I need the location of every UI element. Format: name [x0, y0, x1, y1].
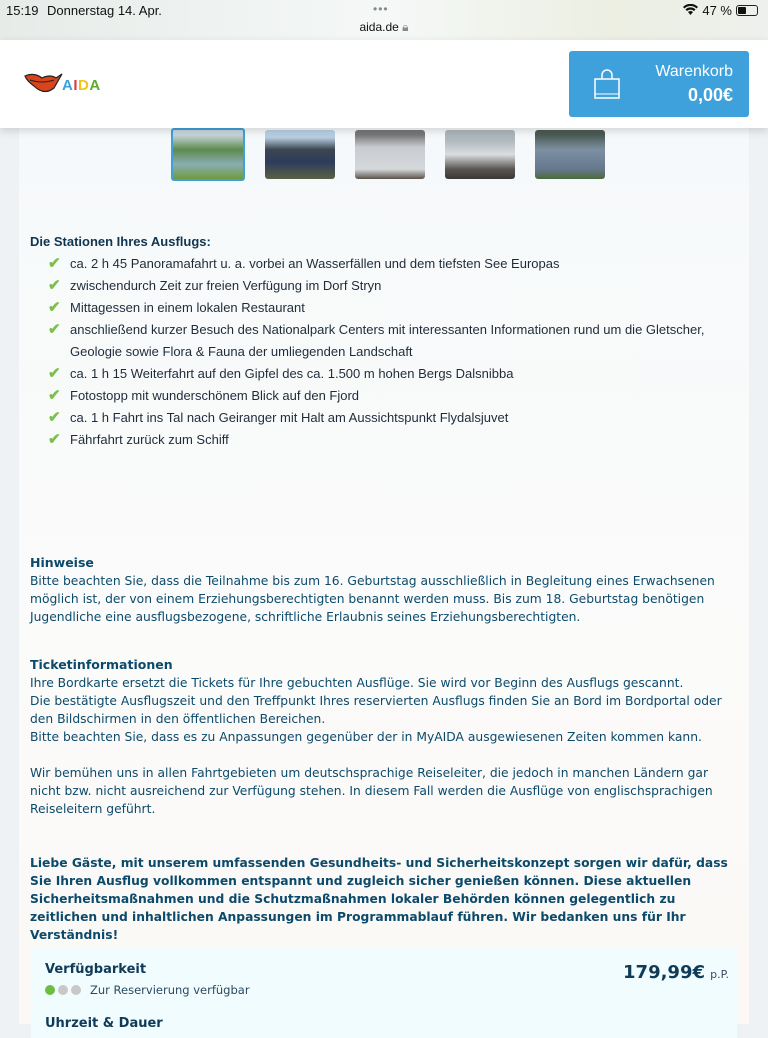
cart-label: Warenkorb	[655, 63, 733, 80]
gallery-thumbnail[interactable]	[171, 128, 245, 181]
battery-percent: 47 %	[702, 3, 732, 18]
station-item: ✔ Fotostopp mit wunderschönem Blick auf den Fjord	[30, 385, 740, 407]
more-icon[interactable]: •••	[373, 2, 389, 16]
ticket-line: Ihre Bordkarte ersetzt die Tickets für Ihre gebuchten Ausflüge. Sie wird vor Beginn des Ausflugs gescannt.	[30, 676, 684, 690]
lips-logo-icon	[24, 72, 64, 94]
check-icon: ✔	[48, 365, 61, 382]
url-text: aida.de	[359, 20, 399, 34]
status-bar	[0, 0, 768, 40]
availability-indicator	[45, 985, 81, 995]
url-bar[interactable]	[0, 20, 768, 35]
gallery-thumbnail[interactable]	[355, 130, 425, 179]
aida-logo[interactable]: AIDA	[24, 72, 101, 94]
site-header	[0, 40, 768, 128]
check-icon: ✔	[48, 255, 61, 272]
price	[623, 962, 729, 983]
hinweise-title: Hinweise	[30, 555, 94, 570]
check-icon: ✔	[48, 387, 61, 404]
check-icon: ✔	[48, 409, 61, 426]
availability-box	[31, 948, 737, 1038]
cart-amount: 0,00€	[687, 85, 733, 105]
station-item: ✔ ca. 1 h Fahrt ins Tal nach Geiranger mit Halt am Aussichtspunkt Flydalsjuvet	[30, 407, 740, 429]
station-item: ✔ anschließend kurzer Besuch des Nationalpark Centers mit interessanten Informationen rund um die Gletscher, Geologie sowie Flora & Fauna der umliegenden Landschaft	[48, 321, 705, 359]
shopping-bag-icon	[593, 69, 621, 99]
gallery-thumbnail[interactable]	[535, 130, 605, 179]
image-gallery	[171, 130, 605, 181]
cart-button[interactable]	[569, 51, 749, 117]
check-icon: ✔	[48, 321, 61, 338]
ticket-section	[30, 656, 740, 818]
check-icon: ✔	[48, 299, 61, 316]
date: Donnerstag 14. Apr.	[47, 3, 162, 18]
stations-section	[30, 234, 740, 451]
station-item: ✔ Fährfahrt zurück zum Schiff	[30, 429, 740, 451]
excursion-details	[19, 120, 749, 1031]
station-item: ✔ zwischendurch Zeit zur freien Verfügung im Dorf Stryn	[30, 275, 740, 297]
price-value: 179,99€	[623, 962, 705, 983]
station-item: ✔ Mittagessen in einem lokalen Restaurant	[30, 297, 740, 319]
battery-icon	[736, 5, 758, 16]
station-item: ✔ ca. 2 h 45 Panoramafahrt u. a. vorbei an Wasserfällen und dem tiefsten See Europas	[30, 253, 740, 275]
ticket-line: Bitte beachten Sie, dass es zu Anpassungen gegenüber der in MyAIDA ausgewiesenen Zeiten kommen kann.	[30, 730, 702, 744]
station-item: ✔ ca. 1 h 15 Weiterfahrt auf den Gipfel des ca. 1.500 m hohen Bergs Dalsnibba	[30, 363, 740, 385]
wifi-icon	[683, 3, 698, 18]
availability-status: Zur Reservierung verfügbar	[90, 983, 250, 997]
time-duration-title: Uhrzeit & Dauer	[45, 1016, 163, 1031]
lock-icon: 🔒︎	[402, 20, 409, 34]
ticket-line: Die bestätigte Ausflugszeit und den Treffpunkt Ihres reservierten Ausflugs finden Sie an Bord im Bordportal oder den Bildschirmen in den öffentlichen Bereichen.	[30, 694, 722, 726]
gallery-thumbnail[interactable]	[445, 130, 515, 179]
price-unit: p.P.	[710, 968, 729, 981]
hinweise-text: Bitte beachten Sie, dass die Teilnahme bis zum 16. Geburtstag ausschließlich in Begleitung eines Erwachsenen möglich ist, der von einem Erziehungsberechtigten benannt werden muss. Bis zum 18. Geburtstag benötigen Jugendliche eine ausflugsbezogene, schriftliche Erlaubnis seines Erziehungsberechtigten.	[30, 574, 715, 624]
stations-title: Die Stationen Ihres Ausflugs:	[30, 234, 211, 249]
gallery-thumbnail[interactable]	[265, 130, 335, 179]
availability-title: Verfügbarkeit	[45, 962, 147, 977]
check-icon: ✔	[48, 277, 61, 294]
health-notice: Liebe Gäste, mit unserem umfassenden Gesundheits- und Sicherheitskonzept sorgen wir dafür, dass Sie Ihren Ausflug vollkommen entspannt und zugleich sicher genießen können. Diese aktuellen Sicherheitsmaßnahmen und die Schutzmaßnahmen lokaler Behörden können gelegentlich zu zeitlichen und inhaltlichen Anpassungen im Programmablauf führen. Wir bedanken uns für Ihr Verständnis!	[30, 856, 728, 942]
ticket-title: Ticketinformationen	[30, 657, 173, 672]
hinweise-section	[30, 554, 740, 626]
check-icon: ✔	[48, 431, 61, 448]
guides-text: Wir bemühen uns in allen Fahrtgebieten um deutschsprachige Reiseleiter, die jedoch in manchen Ländern gar nicht bzw. nicht ausreichend zur Verfügung stehen. In diesem Fall werden die Ausflüge von englischsprachigen Reiseleitern geführt.	[30, 766, 713, 816]
clock: 15:19	[6, 3, 39, 18]
